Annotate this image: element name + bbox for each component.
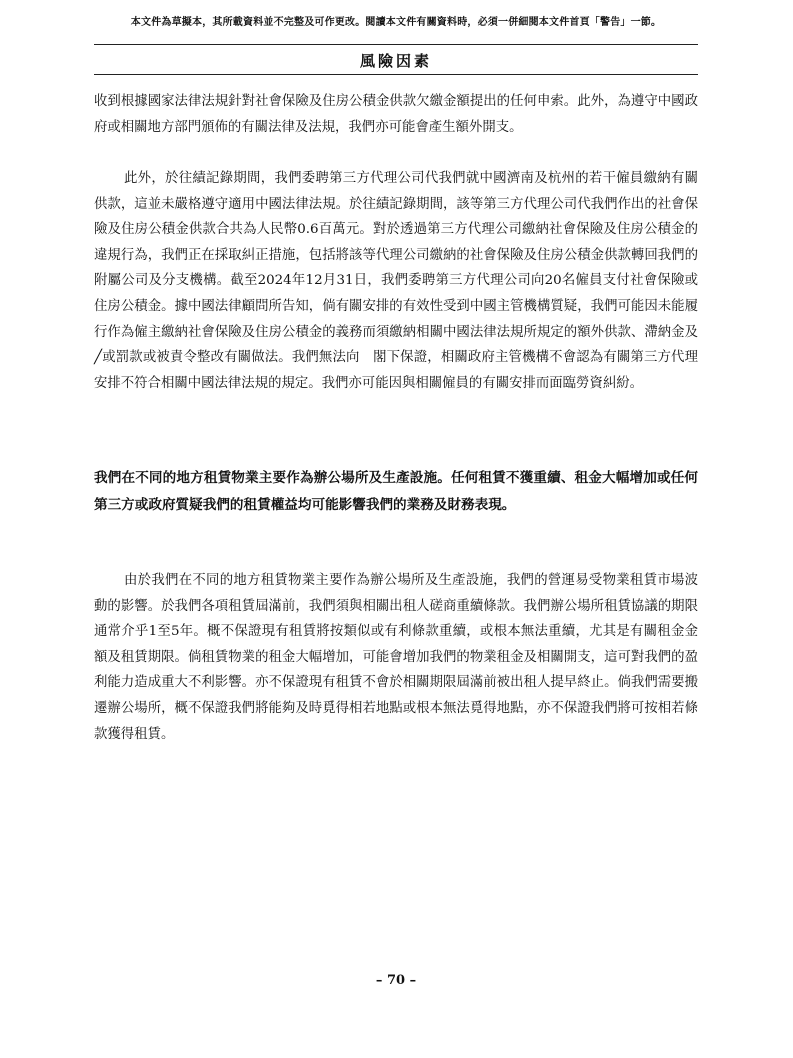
paragraph-continuation: 收到根據國家法律法規針對社會保險及住房公積金供款欠繳金額提出的任何申索。此外，為遵守中國政府或相關地方部門頒佈的有關法律及法規，我們亦可能會產生額外開支。 xyxy=(94,94,698,135)
paragraph-third-party-agents: 此外，於往績記錄期間，我們委聘第三方代理公司代我們就中國濟南及杭州的若干僱員繳納有關供款，這並未嚴格遵守適用中國法律法規。於往績記錄期間，該等第三方代理公司代我們作出的社會保險及住房公積金供款合共為人民幣0.6百萬元。對於透過第三方代理公司繳納社會保險及住房公積金的違規行為，我們正在採取糾正措施，包括將該等代理公司繳納的社會保險及住房公積金供款轉回我們的附屬公司及分支機構。截至2024年12月31日，我們委聘第三方代理公司向20名僱員支付社會保險或住房公積金。據中國法律顧問所告知，倘有關安排的有效性受到中國主管機構質疑，我們可能因未能履行作為僱主繳納社會保險及住房公積金的義務而須繳納相關中國法律法規所規定的額外供款、滯納金及╱或罰款或被責令整改有關做法。我們無法向 閣下保證，相關政府主管機構不會認為有關第三方代理安排不符合相關中國法律法規的規定。我們亦可能因與相關僱員的有關安排而面臨勞資糾紛。 xyxy=(94,171,698,391)
risk-heading-leased-properties: 我們在不同的地方租賃物業主要作為辦公場所及生產設施。任何租賃不獲重續、租金大幅增加或任何第三方或政府質疑我們的租賃權益均可能影響我們的業務及財務表現。 xyxy=(94,470,698,513)
title-divider xyxy=(94,74,698,75)
header-divider xyxy=(94,44,698,45)
paragraph-leased-properties: 由於我們在不同的地方租賃物業主要作為辦公場所及生產設施，我們的營運易受物業租賃市場波動的影響。於我們各項租賃屆滿前，我們須與相關出租人磋商重續條款。我們辦公場所租賃協議的期限通常介乎1至5年。概不保證現有租賃將按類似或有利條款重續，或根本無法重續，尤其是有關租金金額及租賃期限。倘租賃物業的租金大幅增加，可能會增加我們的物業租金及相關開支，這可對我們的盈利能力造成重大不利影響。亦不保證現有租賃不會於相關期限屆滿前被出租人提早終止。倘我們需要搬遷辦公場所，概不保證我們將能夠及時覓得相若地點或根本無法覓得地點，亦不保證我們將可按相若條款獲得租賃。 xyxy=(94,573,698,742)
page-number: – 70 – xyxy=(375,973,417,988)
draft-notice: 本文件為草擬本，其所載資料並不完整及可作更改。閱讀本文件有關資料時，必須一併細閱本文件首頁「警告」一節。 xyxy=(130,17,662,28)
section-title: 風險因素 xyxy=(359,52,432,70)
